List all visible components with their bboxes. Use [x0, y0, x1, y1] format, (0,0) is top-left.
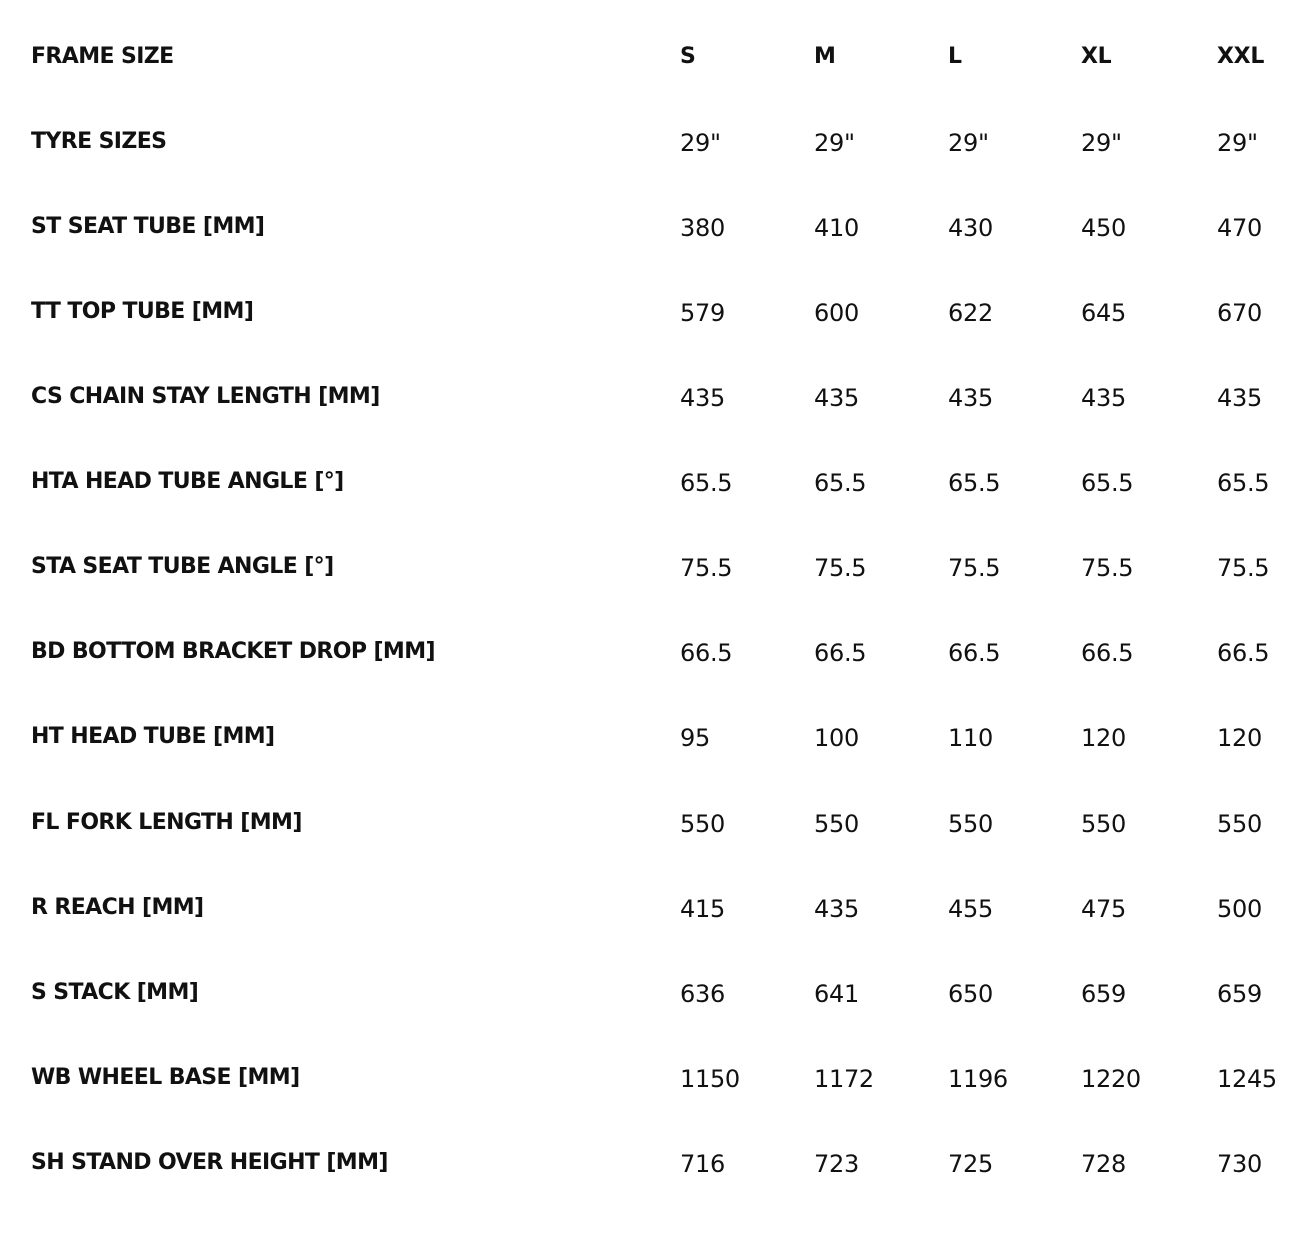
size-header-xl: XL: [1081, 44, 1112, 69]
cell-xl: 659: [1081, 980, 1126, 1008]
cell-l: 75.5: [948, 554, 1001, 582]
cell-xl: 728: [1081, 1150, 1126, 1178]
cell-l: 725: [948, 1150, 993, 1178]
cell-s: 716: [680, 1150, 725, 1178]
cell-m: 435: [814, 895, 859, 923]
cell-m: 75.5: [814, 554, 867, 582]
cell-m: 1172: [814, 1065, 874, 1093]
row-label: SH STAND OVER HEIGHT [MM]: [31, 1150, 388, 1175]
cell-s: 435: [680, 384, 725, 412]
cell-l: 435: [948, 384, 993, 412]
row-label: S STACK [MM]: [31, 980, 199, 1005]
cell-s: 95: [680, 724, 710, 752]
cell-s: 636: [680, 980, 725, 1008]
cell-xxl: 470: [1217, 214, 1262, 242]
cell-l: 29": [948, 129, 989, 157]
table-row: [0, 897, 1300, 982]
cell-xl: 66.5: [1081, 639, 1134, 667]
cell-xxl: 65.5: [1217, 469, 1270, 497]
table-row: [0, 812, 1300, 897]
row-label: R REACH [MM]: [31, 895, 204, 920]
cell-l: 650: [948, 980, 993, 1008]
cell-l: 65.5: [948, 469, 1001, 497]
cell-xl: 65.5: [1081, 469, 1134, 497]
cell-s: 579: [680, 299, 725, 327]
cell-s: 75.5: [680, 554, 733, 582]
cell-xxl: 670: [1217, 299, 1262, 327]
row-label: TYRE SIZES: [31, 129, 167, 154]
cell-xl: 435: [1081, 384, 1126, 412]
cell-m: 410: [814, 214, 859, 242]
table-row: [0, 471, 1300, 556]
cell-l: 430: [948, 214, 993, 242]
cell-l: 455: [948, 895, 993, 923]
cell-s: 380: [680, 214, 725, 242]
cell-m: 29": [814, 129, 855, 157]
cell-xxl: 66.5: [1217, 639, 1270, 667]
row-label: STA SEAT TUBE ANGLE [°]: [31, 554, 334, 579]
cell-xl: 475: [1081, 895, 1126, 923]
table-row: [0, 1067, 1300, 1152]
row-label: CS CHAIN STAY LENGTH [MM]: [31, 384, 380, 409]
cell-l: 1196: [948, 1065, 1008, 1093]
cell-xl: 29": [1081, 129, 1122, 157]
table-row: [0, 216, 1300, 301]
cell-xl: 1220: [1081, 1065, 1141, 1093]
table-row: [0, 1152, 1300, 1237]
size-header-m: M: [814, 44, 836, 69]
cell-l: 110: [948, 724, 993, 752]
table-row: [0, 556, 1300, 641]
cell-s: 1150: [680, 1065, 740, 1093]
size-header-l: L: [948, 44, 962, 69]
cell-l: 550: [948, 810, 993, 838]
cell-s: 65.5: [680, 469, 733, 497]
cell-l: 622: [948, 299, 993, 327]
cell-xxl: 730: [1217, 1150, 1262, 1178]
frame-size-header: FRAME SIZE: [31, 44, 174, 69]
row-label: WB WHEEL BASE [MM]: [31, 1065, 300, 1090]
cell-xl: 450: [1081, 214, 1126, 242]
size-header-s: S: [680, 44, 696, 69]
header-row: [0, 0, 1300, 85]
cell-xxl: 75.5: [1217, 554, 1270, 582]
cell-m: 723: [814, 1150, 859, 1178]
row-label: ST SEAT TUBE [MM]: [31, 214, 265, 239]
cell-m: 435: [814, 384, 859, 412]
cell-s: 415: [680, 895, 725, 923]
cell-s: 29": [680, 129, 721, 157]
cell-xxl: 120: [1217, 724, 1262, 752]
cell-xxl: 29": [1217, 129, 1258, 157]
table-row: [0, 131, 1300, 216]
cell-xxl: 435: [1217, 384, 1262, 412]
cell-l: 66.5: [948, 639, 1001, 667]
cell-xl: 120: [1081, 724, 1126, 752]
row-label: FL FORK LENGTH [MM]: [31, 810, 302, 835]
cell-xl: 550: [1081, 810, 1126, 838]
table-row: [0, 982, 1300, 1067]
cell-xxl: 1245: [1217, 1065, 1277, 1093]
cell-xxl: 659: [1217, 980, 1262, 1008]
size-header-xxl: XXL: [1217, 44, 1265, 69]
cell-m: 66.5: [814, 639, 867, 667]
cell-m: 100: [814, 724, 859, 752]
cell-m: 550: [814, 810, 859, 838]
row-label: TT TOP TUBE [MM]: [31, 299, 254, 324]
cell-xl: 645: [1081, 299, 1126, 327]
row-label: HT HEAD TUBE [MM]: [31, 724, 275, 749]
cell-m: 65.5: [814, 469, 867, 497]
table-row: [0, 386, 1300, 471]
cell-s: 550: [680, 810, 725, 838]
row-label: HTA HEAD TUBE ANGLE [°]: [31, 469, 344, 494]
cell-xxl: 550: [1217, 810, 1262, 838]
cell-m: 641: [814, 980, 859, 1008]
table-row: [0, 301, 1300, 386]
table-row: [0, 726, 1300, 811]
table-row: [0, 641, 1300, 726]
cell-xxl: 500: [1217, 895, 1262, 923]
cell-s: 66.5: [680, 639, 733, 667]
cell-m: 600: [814, 299, 859, 327]
cell-xl: 75.5: [1081, 554, 1134, 582]
row-label: BD BOTTOM BRACKET DROP [MM]: [31, 639, 435, 664]
